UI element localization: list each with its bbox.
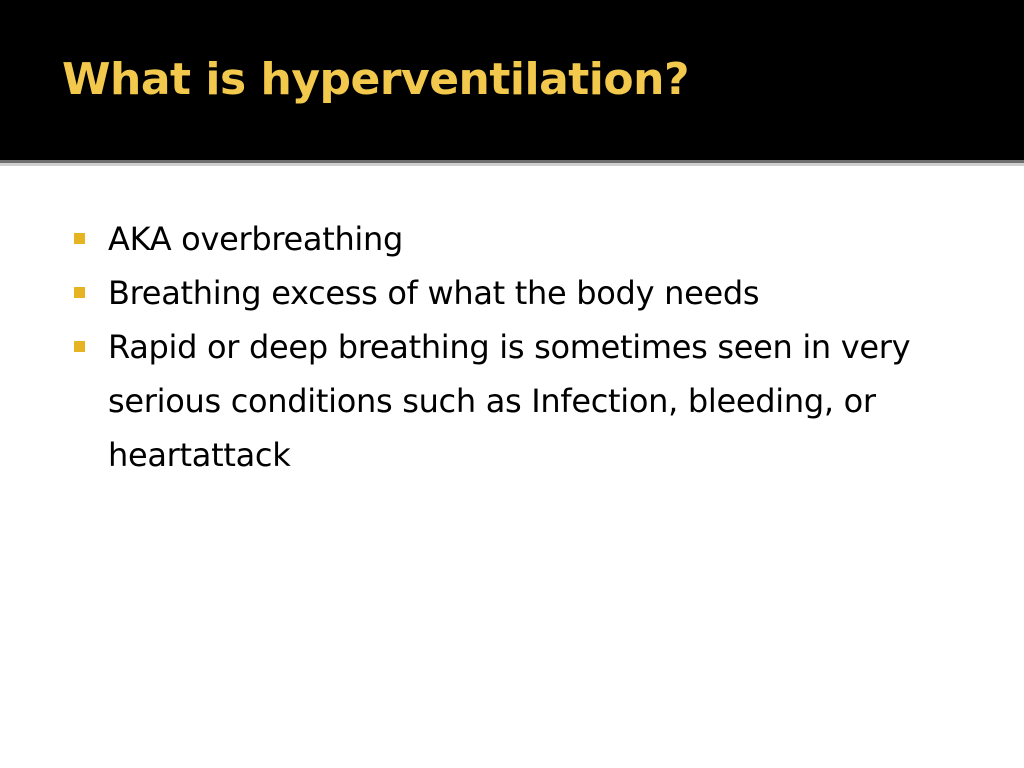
bullet-item	[72, 320, 972, 482]
bullet-item	[72, 266, 972, 320]
bullet-text: AKA overbreathing	[108, 220, 404, 258]
square-bullet-icon	[74, 233, 85, 244]
bullet-list	[72, 212, 972, 482]
square-bullet-icon	[74, 287, 85, 298]
bullet-text: Breathing excess of what the body needs	[108, 274, 760, 312]
bullet-item	[72, 212, 972, 266]
square-bullet-icon	[74, 341, 85, 352]
title-divider-light	[0, 163, 1024, 166]
bullet-text: Rapid or deep breathing is sometimes seen in very serious conditions such as Infection, bleeding, or heartattack	[108, 328, 911, 474]
title-bar	[0, 0, 1024, 160]
slide-title: What is hyperventilation?	[62, 54, 689, 105]
